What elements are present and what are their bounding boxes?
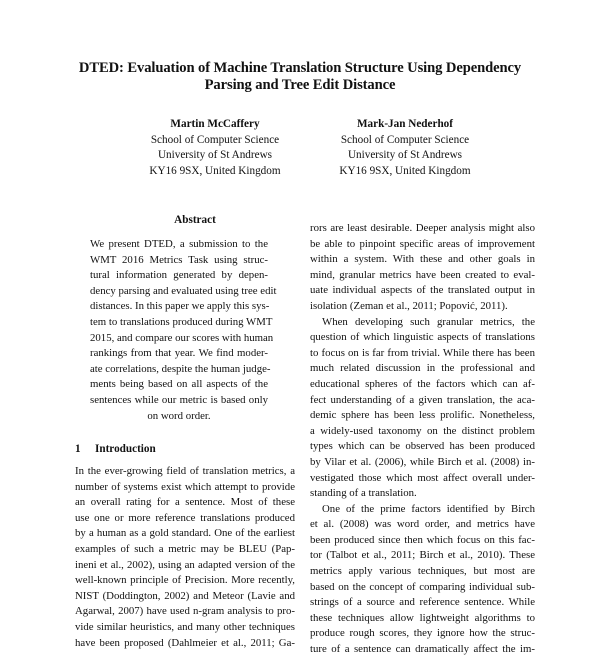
text-line: a widely-used taxonomy on the distinct problem xyxy=(310,424,535,437)
text-line: distances. In this paper we apply this sys- xyxy=(90,300,270,313)
text-line: mind, granular metrics have been created to eval- xyxy=(310,268,535,281)
text-line: rankings from that year. We find moder- xyxy=(90,347,268,360)
text-line: well-known principle of Precision. More recently, xyxy=(75,574,295,587)
text-line: uate individual aspects of the translated output in xyxy=(310,284,535,297)
text-line: to focus on is far from trivial. While there has been xyxy=(310,346,535,359)
text-line: We present DTED, a submission to the xyxy=(90,238,268,250)
text-line: In the ever-growing field of translation metrics, a xyxy=(75,465,295,477)
text-line: number of systems exist which attempt to provide xyxy=(75,480,295,493)
author-affiliation: KY16 9SX, United Kingdom xyxy=(339,164,471,177)
left-column-text xyxy=(75,464,295,651)
author-affiliation: School of Computer Science xyxy=(340,133,470,146)
author-affiliation: University of St Andrews xyxy=(157,149,273,161)
text-line: NIST (Doddington, 2002) and Meteor (Lavie and xyxy=(75,589,295,602)
text-line: question of which linguistic aspects of translations xyxy=(310,331,535,344)
text-line: demic sphere has been less prolific. Nonetheless, xyxy=(310,409,535,422)
text-line: vestigated those which most affect overall under- xyxy=(310,471,535,484)
text-line: tem to translations produced during WMT xyxy=(90,315,273,328)
title-line: DTED: Evaluation of Machine Translation Structure Using Dependency xyxy=(78,60,522,76)
text-line: rors are least desirable. Deeper analysis might also xyxy=(310,222,535,234)
text-line: tural information generated by depen- xyxy=(90,269,268,282)
text-line: by a human as a gold standard. One of the earliest xyxy=(75,527,295,540)
text-line: isolation (Zeman et al., 2011; Popović, 2011). xyxy=(310,299,508,312)
author-affiliation: University of St Andrews xyxy=(347,149,463,161)
text-line: dency parsing and evaluated using tree edit xyxy=(90,284,277,297)
text-line: WMT 2016 Metrics Task using struc- xyxy=(90,253,268,266)
text-line: ments being based on all aspects of the xyxy=(90,378,268,391)
text-line: ture of a sentence can dramatically affect the im- xyxy=(310,643,535,656)
text-line: an overall rating for a sentence. Most of these xyxy=(75,496,295,509)
text-line: vide similar heuristics, and many other techniques xyxy=(75,620,295,633)
author-affiliation: KY16 9SX, United Kingdom xyxy=(149,164,281,177)
abstract-heading: Abstract xyxy=(174,214,216,226)
section-title: Introduction xyxy=(95,443,156,455)
text-line: When developing such granular metrics, the xyxy=(322,315,535,328)
right-column-text xyxy=(310,221,535,658)
text-line: these techniques allow lightweight algorithms to xyxy=(310,611,535,624)
text-line: on word order. xyxy=(147,409,211,422)
text-line: metrics apply various techniques, but most are xyxy=(310,565,535,578)
text-line: educational spheres of the factors which can af- xyxy=(310,377,535,390)
text-line: ineni et al., 2002), using an adapted version of the xyxy=(75,558,295,571)
text-line: much related discussion in the professional and xyxy=(310,362,535,375)
text-line: use one or more reference translations produced xyxy=(75,511,295,524)
text-line: be able to pinpoint specific areas of improvement xyxy=(310,237,535,250)
text-line: et al. (2008) was word order, and metrics have xyxy=(310,518,535,531)
text-line: based on the concept of comparing individual sub- xyxy=(310,580,535,593)
author-name: Mark-Jan Nederhof xyxy=(356,118,453,130)
author-name: Martin McCaffery xyxy=(170,118,260,130)
text-line: within a system. With these and other goals in xyxy=(310,253,535,266)
section-heading xyxy=(75,443,156,455)
text-line: have been proposed (Dahlmeier et al., 2011; Ga- xyxy=(75,636,295,649)
text-line: fect understanding of a given translation, the aca- xyxy=(310,393,535,406)
section-number: 1 xyxy=(75,443,81,455)
text-line: 2015, and compare our scores with human xyxy=(90,331,274,344)
text-line: tor (Talbot et al., 2011; Birch et al., 2010). These xyxy=(310,549,535,562)
text-line: standing of a translation. xyxy=(310,487,417,500)
text-line: strings of a source and reference sentence. While xyxy=(310,596,535,609)
paper-title xyxy=(40,60,560,94)
author-block xyxy=(300,117,510,179)
text-line: examples of such a metric may be BLEU (Pap- xyxy=(75,542,295,555)
text-line: by Vilar et al. (2006), while Birch et al. (2008) in- xyxy=(310,455,535,468)
title-line: Parsing and Tree Edit Distance xyxy=(204,77,396,93)
text-line: One of the prime factors identified by Birch xyxy=(322,502,535,515)
abstract-text xyxy=(90,237,277,424)
text-line: been produced since then which focus on this fac- xyxy=(310,533,535,546)
text-line: produce rough scores, they ignore how the struc- xyxy=(310,627,535,640)
author-block xyxy=(110,117,320,179)
text-line: ate correlations, despite the human judge- xyxy=(90,362,271,375)
text-line: Agarwal, 2007) have used n-gram analysis to pro- xyxy=(75,605,295,618)
text-line: types which can be observed has been produced xyxy=(310,440,535,453)
text-line: sentences while our metric is based only xyxy=(90,393,268,406)
author-affiliation: School of Computer Science xyxy=(150,133,280,146)
